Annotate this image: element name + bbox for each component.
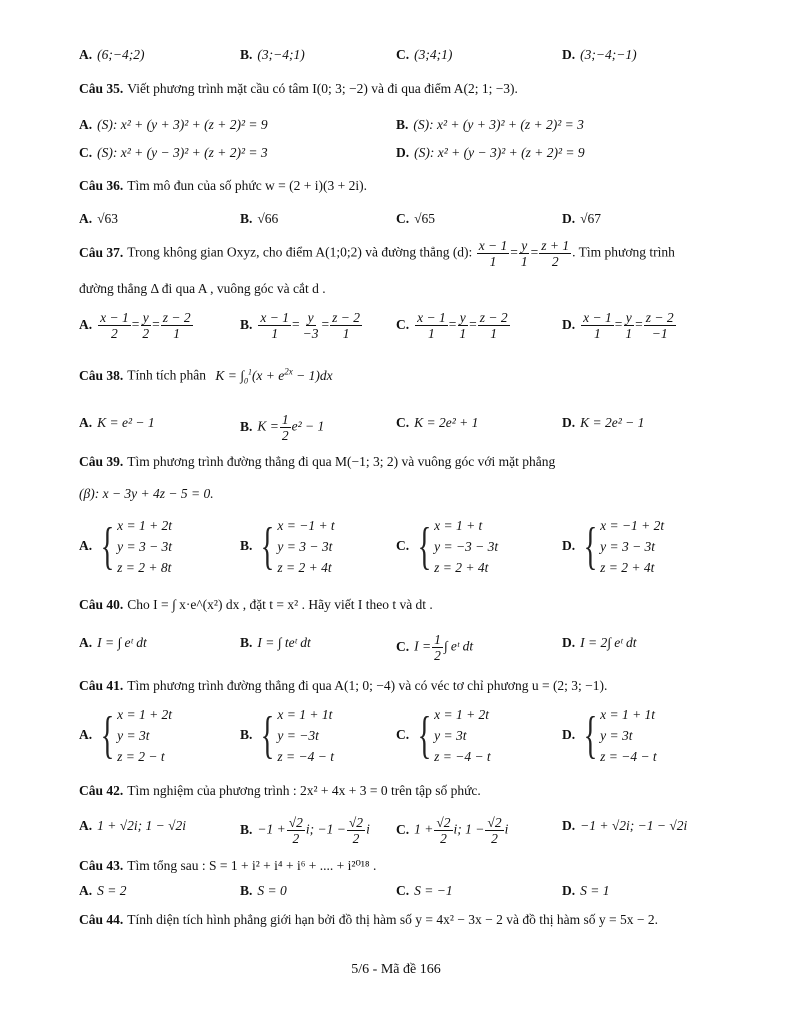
q41-option-a[interactable]: A. { x = 1 + 2t y = 3t z = 2 − t — [79, 706, 173, 764]
q43-option-b[interactable]: B. S = 0 — [240, 883, 287, 898]
q35-option-a[interactable]: A. (S): x² + (y + 3)² + (z + 2)² = 9 — [79, 117, 268, 132]
q39-option-c[interactable]: C. { x = 1 + t y = −3 − 3t z = 2 + 4t — [396, 517, 499, 575]
q38-option-d[interactable]: D. K = 2e² − 1 — [562, 415, 645, 430]
q38-option-a[interactable]: A. K = e² − 1 — [79, 415, 155, 430]
q35-options-row2 — [0, 142, 792, 166]
q39-options — [0, 515, 792, 581]
q40-stem: Câu 40. Cho I = ∫ x·e^(x²) dx , đặt t = x² . Hãy viết I theo t và dt . — [79, 597, 433, 612]
q39-option-d[interactable]: D. { x = −1 + 2t y = 3 − 3t z = 2 + 4t — [562, 517, 665, 575]
q36-option-d[interactable]: D. √67 — [562, 211, 602, 226]
q37-stem-line2: đường thẳng Δ đi qua A , vuông góc và cắt d . — [79, 281, 326, 296]
q42-option-a[interactable]: A. 1 + √2i; 1 − √2i — [79, 818, 187, 833]
q36-option-a[interactable]: A. √63 — [79, 211, 119, 226]
q42-option-b[interactable]: B. −1 + $\frac{√2}{2}$ i; −1 − $\frac{√2}{2}$ i — [240, 815, 370, 846]
q36-stem: Câu 36. Tìm mô đun của số phức w = (2 + i)(3 + 2i). — [79, 178, 368, 193]
q43-option-d[interactable]: D. S = 1 — [562, 883, 610, 898]
q38-option-b[interactable]: B. K = $\frac{1}{2}$ e² − 1 — [240, 412, 325, 443]
q35-option-b[interactable]: B. (S): x² + (y + 3)² + (z + 2)² = 3 — [396, 117, 584, 132]
q37-options — [0, 310, 792, 341]
q37-stem-line1: Câu 37. Trong không gian Oxyz, cho điểm A(1;0;2) và đường thẳng (d): $\frac{x - 1}{1}$ = $\frac{y}{1}$ = $\frac{z + 1}{2}$ . Tìm phương trình — [79, 238, 675, 269]
q43-option-c[interactable]: C. S = −1 — [396, 883, 453, 898]
q37-option-c[interactable]: C. $\frac{x - 1}{1}$ = $\frac{y}{1}$ = $\frac{z - 2}{1}$ — [396, 310, 508, 341]
q43-option-a[interactable]: A. S = 2 — [79, 883, 127, 898]
q42-options — [0, 815, 792, 846]
q40-option-c[interactable]: C. I = $\frac{1}{2}$ ∫ eᵗ dt — [396, 632, 474, 663]
q39-stem-line2: (β): x − 3y + 4z − 5 = 0. — [79, 486, 214, 501]
q34-option-d[interactable]: D. (3;−4;−1) — [562, 47, 637, 62]
q35-stem: Câu 35. Viết phương trình mặt cầu có tâm I(0; 3; −2) và đi qua điểm A(2; 1; −3). — [79, 81, 518, 96]
q34-option-b[interactable]: B. (3;−4;1) — [240, 47, 305, 62]
q40-options — [0, 632, 792, 663]
q37-option-b[interactable]: B. $\frac{x - 1}{1}$ = $\frac{y}{-3}$ = $\frac{z - 2}{1}$ — [240, 310, 360, 341]
q38-options — [0, 412, 792, 443]
q37-option-a[interactable]: A. $\frac{x - 1}{2}$ = $\frac{y}{2}$ = $\frac{z - 2}{1}$ — [79, 310, 191, 341]
q40-option-b[interactable]: B. I = ∫ teᵗ dt — [240, 635, 311, 650]
q35-options-row1 — [0, 114, 792, 138]
q43-stem: Câu 43. Tìm tổng sau : S = 1 + i² + i⁴ + i⁶ + .... + i²⁰¹⁸ . — [79, 858, 377, 873]
q41-option-c[interactable]: C. { x = 1 + 2t y = 3t z = −4 − t — [396, 706, 491, 764]
q38-stem: Câu 38. Tính tích phân $K = \int_0^1(x + e^{2x} - 1)dx$ — [79, 366, 333, 386]
q36-options — [0, 208, 792, 232]
q39-option-b[interactable]: B. { x = −1 + t y = 3 − 3t z = 2 + 4t — [240, 517, 335, 575]
q40-option-d[interactable]: D. I = 2∫ eᵗ dt — [562, 635, 637, 650]
q42-option-d[interactable]: D. −1 + √2i; −1 − √2i — [562, 818, 688, 833]
q37-option-d[interactable]: D. $\frac{x - 1}{1}$ = $\frac{y}{1}$ = $\frac{z - 2}{-1}$ — [562, 310, 674, 341]
q39-stem-line1: Câu 39. Tìm phương trình đường thẳng đi qua M(−1; 3; 2) và vuông góc với mặt phẳng — [79, 454, 556, 469]
q41-option-b[interactable]: B. { x = 1 + 1t y = −3t z = −4 − t — [240, 706, 334, 764]
q44-stem: Câu 44. Tính diện tích hình phẳng giới hạn bởi đồ thị hàm số y = 4x² − 3x − 2 và đồ thị hàm số y = 5x − 2. — [79, 912, 658, 927]
q34-options — [0, 44, 792, 68]
q35-option-c[interactable]: C. (S): x² + (y − 3)² + (z + 2)² = 3 — [79, 145, 268, 160]
q36-option-c[interactable]: C. √65 — [396, 211, 436, 226]
q39-option-a[interactable]: A. { x = 1 + 2t y = 3 − 3t z = 2 + 8t — [79, 517, 173, 575]
q41-options — [0, 704, 792, 770]
q42-option-c[interactable]: C. 1 + $\frac{√2}{2}$ i; 1 − $\frac{√2}{2}$ i — [396, 815, 509, 846]
q35-option-d[interactable]: D. (S): x² + (y − 3)² + (z + 2)² = 9 — [396, 145, 585, 160]
q43-options — [0, 880, 792, 904]
q36-option-b[interactable]: B. √66 — [240, 211, 279, 226]
q41-stem: Câu 41. Tìm phương trình đường thẳng đi qua A(1; 0; −4) và có véc tơ chỉ phương u = (2; 3; −1). — [79, 678, 608, 693]
page-footer: 5/6 - Mã đề 166 — [351, 962, 441, 977]
q34-option-a[interactable]: A. (6;−4;2) — [79, 47, 145, 62]
q42-stem: Câu 42. Tìm nghiệm của phương trình : 2x² + 4x + 3 = 0 trên tập số phức. — [79, 783, 481, 798]
q34-option-c[interactable]: C. (3;4;1) — [396, 47, 453, 62]
q38-option-c[interactable]: C. K = 2e² + 1 — [396, 415, 479, 430]
q40-option-a[interactable]: A. I = ∫ eᵗ dt — [79, 635, 147, 650]
q41-option-d[interactable]: D. { x = 1 + 1t y = 3t z = −4 − t — [562, 706, 657, 764]
